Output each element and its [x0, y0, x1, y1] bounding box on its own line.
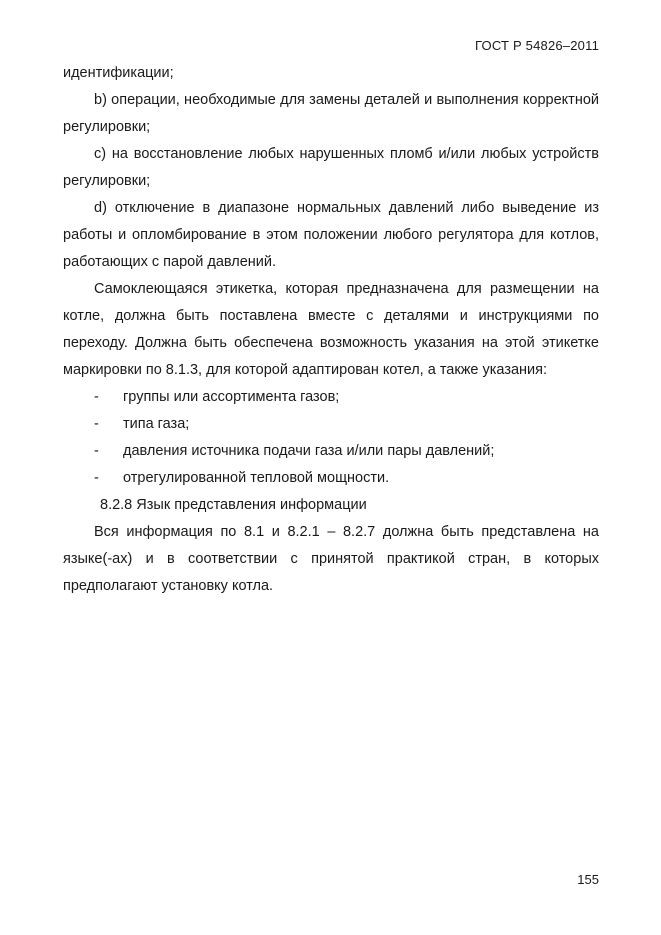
dash-list-item: [63, 411, 599, 438]
paragraph-continuation: идентификации;: [63, 65, 174, 81]
dash-marker: -: [94, 389, 99, 405]
dash-list-item: [63, 465, 599, 492]
page-body: [63, 60, 599, 600]
dash-list-text: отрегулированной тепловой мощности.: [123, 470, 390, 486]
dash-list-item: [63, 384, 599, 411]
dash-list-text: группы или ассортимента газов;: [123, 389, 340, 405]
list-item-b: b) операции, необходимые для замены деталей и выполнения корректной регулировки;: [63, 92, 599, 135]
list-item-c: c) на восстановление любых нарушенных пломб и/или любых устройств регулировки;: [63, 146, 599, 189]
section-heading: 8.2.8 Язык представления информации: [100, 497, 367, 513]
page-number: 155: [577, 872, 599, 887]
dash-marker: -: [94, 416, 99, 432]
dash-marker: -: [94, 470, 99, 486]
dash-list-item: [63, 438, 599, 465]
document-header: ГОСТ Р 54826–2011: [475, 38, 599, 53]
paragraph-language: Вся информация по 8.1 и 8.2.1 – 8.2.7 должна быть представлена на языке(-ах) и в соответствии с принятой практикой стран, в которых предполагают установку котла.: [63, 524, 599, 594]
dash-list-text: давления источника подачи газа и/или пары давлений;: [123, 443, 495, 459]
dash-marker: -: [94, 443, 99, 459]
list-item-d: d) отключение в диапазоне нормальных давлений либо выведение из работы и опломбирование в этом положении любого регулятора для котлов, работающих с парой давлений.: [63, 200, 599, 270]
paragraph-label: Самоклеющаяся этикетка, которая предназначена для размещении на котле, должна быть поставлена вместе с деталями и инструкциями по переходу. Должна быть обеспечена возможность указания на этой этикетке маркировки по 8.1.3, для которой адаптирован котел, а также указания:: [63, 281, 599, 378]
dash-list-text: типа газа;: [123, 416, 190, 432]
